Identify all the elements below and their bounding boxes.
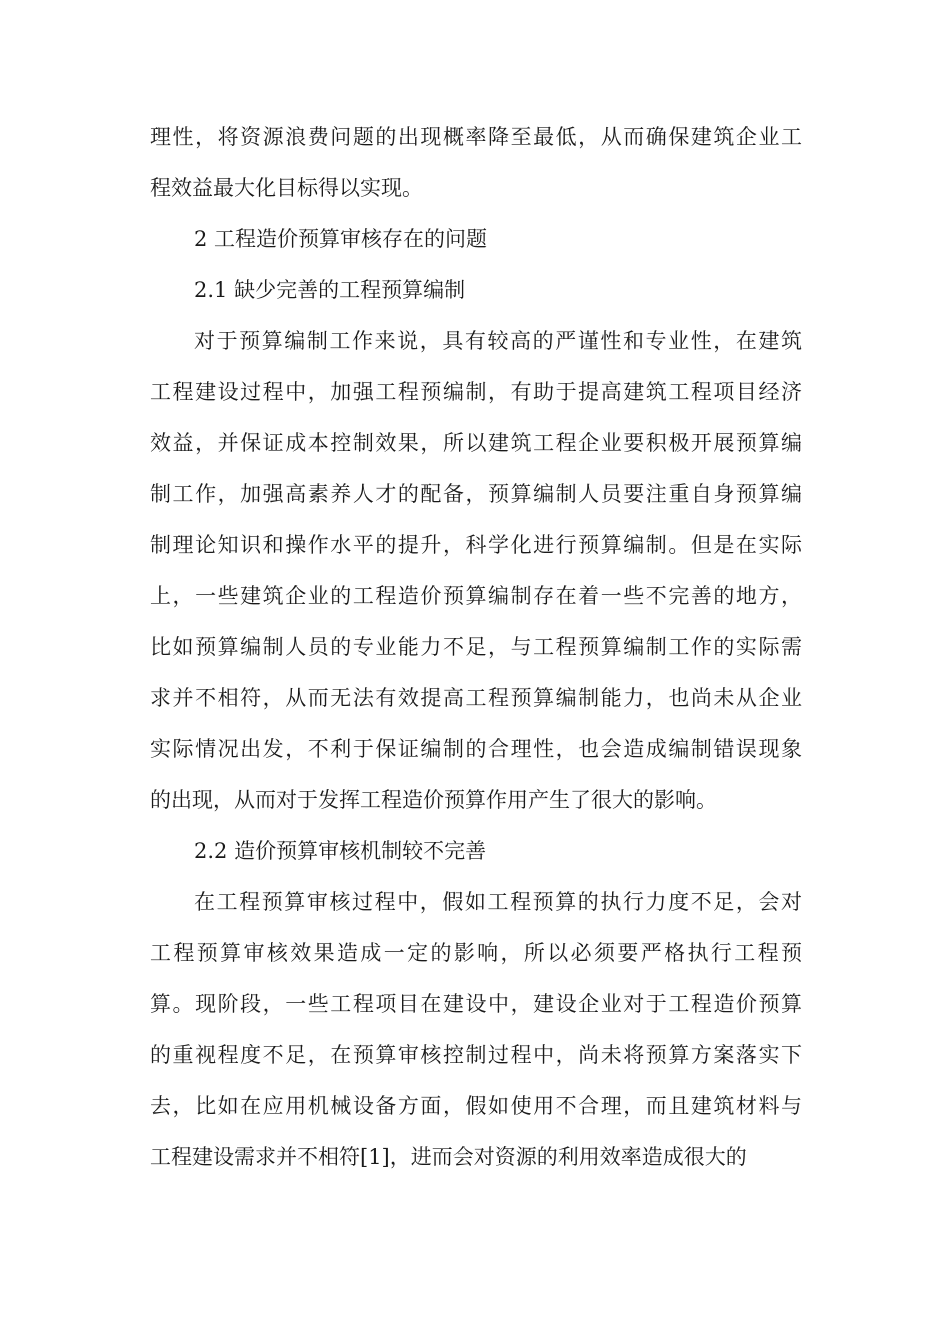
paragraph-line: 上，一些建筑企业的工程造价预算编制存在着一些不完善的地方， bbox=[150, 584, 802, 608]
paragraph-line: 实际情况出发，不利于保证编制的合理性，也会造成编制错误现象 bbox=[150, 737, 802, 761]
paragraph-line: 的重视程度不足，在预算审核控制过程中，尚未将预算方案落实下 bbox=[150, 1043, 802, 1067]
paragraph-line: 理性，将资源浪费问题的出现概率降至最低，从而确保建筑企业工 bbox=[150, 125, 802, 149]
paragraph-line: 的出现，从而对于发挥工程造价预算作用产生了很大的影响。 bbox=[150, 788, 717, 812]
paragraph-line: 算。现阶段，一些工程项目在建设中，建设企业对于工程造价预算 bbox=[150, 992, 802, 1016]
body-paragraph bbox=[150, 112, 802, 214]
section-heading bbox=[150, 826, 802, 877]
paragraph-line: 制理论知识和操作水平的提升，科学化进行预算编制。但是在实际 bbox=[150, 533, 802, 557]
heading-text: 2.2 造价预算审核机制较不完善 bbox=[194, 839, 487, 863]
paragraph-line: 在工程预算审核过程中，假如工程预算的执行力度不足，会对 bbox=[194, 890, 802, 914]
paragraph-line: 工程建设过程中，加强工程预编制，有助于提高建筑工程项目经济 bbox=[150, 380, 802, 404]
paragraph-line: 去，比如在应用机械设备方面，假如使用不合理，而且建筑材料与 bbox=[150, 1094, 802, 1118]
paragraph-line: 求并不相符，从而无法有效提高工程预算编制能力，也尚未从企业 bbox=[150, 686, 802, 710]
section-heading bbox=[150, 265, 802, 316]
paragraph-line: 工程建设需求并不相符[1]，进而会对资源的利用效率造成很大的 bbox=[150, 1145, 747, 1169]
paragraph-line: 工程预算审核效果造成一定的影响，所以必须要严格执行工程预 bbox=[150, 941, 802, 965]
heading-text: 2 工程造价预算审核存在的问题 bbox=[194, 227, 488, 251]
body-paragraph bbox=[150, 877, 802, 1183]
document-body bbox=[150, 112, 802, 1183]
paragraph-line: 制工作，加强高素养人才的配备，预算编制人员要注重自身预算编 bbox=[150, 482, 802, 506]
body-paragraph bbox=[150, 316, 802, 826]
paragraph-line: 程效益最大化目标得以实现。 bbox=[150, 176, 423, 200]
heading-text: 2.1 缺少完善的工程预算编制 bbox=[194, 278, 466, 302]
section-heading bbox=[150, 214, 802, 265]
paragraph-line: 比如预算编制人员的专业能力不足，与工程预算编制工作的实际需 bbox=[150, 635, 802, 659]
paragraph-line: 效益，并保证成本控制效果，所以建筑工程企业要积极开展预算编 bbox=[150, 431, 802, 455]
paragraph-line: 对于预算编制工作来说，具有较高的严谨性和专业性，在建筑 bbox=[194, 329, 802, 353]
